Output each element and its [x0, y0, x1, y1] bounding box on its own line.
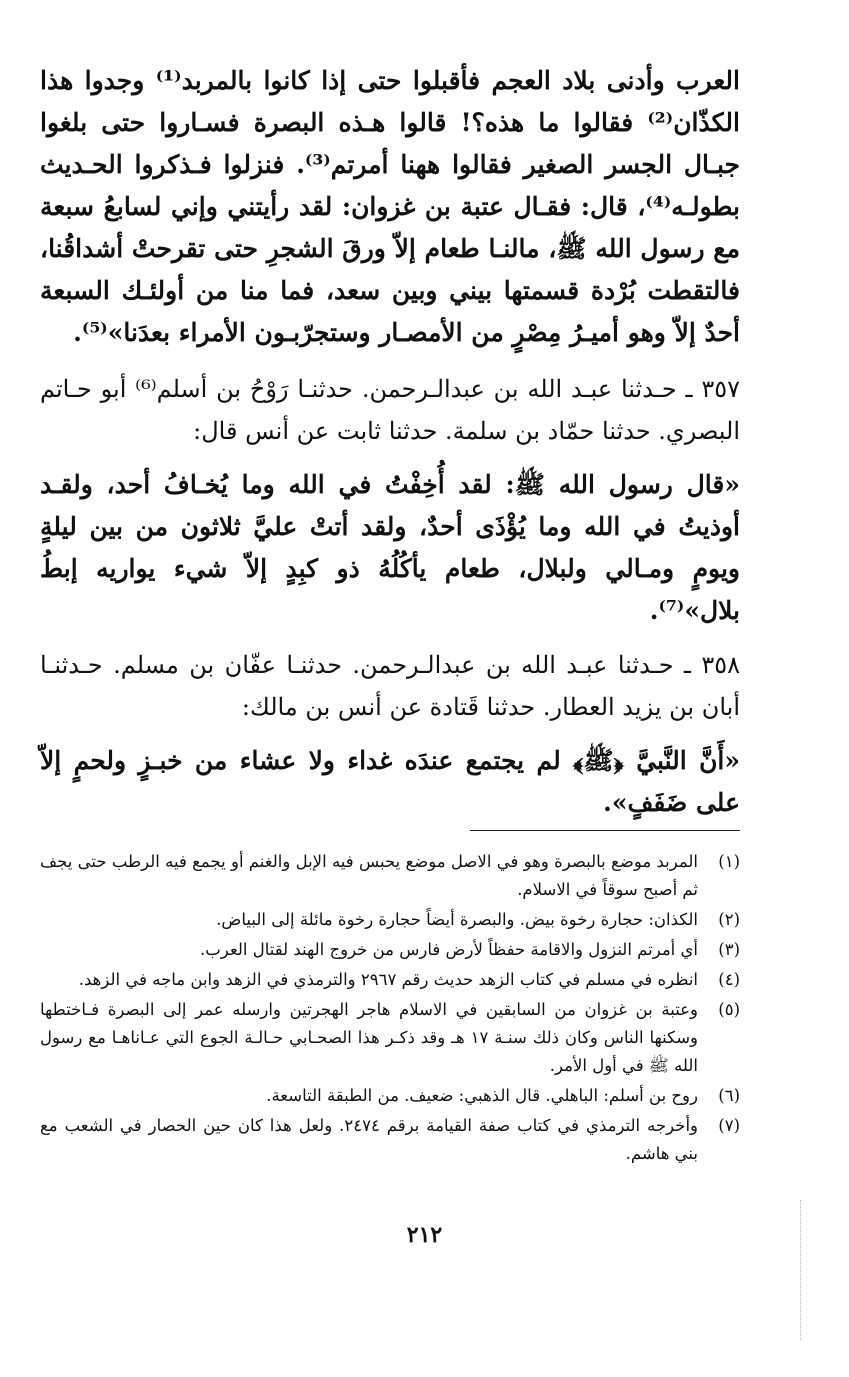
- footnote-number: (٧): [718, 1116, 740, 1135]
- main-text: [40, 60, 740, 836]
- footnote-text: أي أمرتم النزول والاقامة حفظاً لأرض فارس من خروج الهند لقتال العرب.: [200, 940, 698, 959]
- footnote-text: الكذان: حجارة رخوة بيض. والبصرة أيضاً حجارة رخوة مائلة إلى البياض.: [216, 910, 698, 929]
- hadith-357-isnad: ٣٥٧ ـ حـدثنا عبـد الله بن عبدالـرحمن. حدثنـا رَوْحُ بن أسلم⁽⁶⁾ أبو حـاتم البصري. حدثنا حمّاد بن سلمة. حدثنا ثابت عن أنس قال:: [40, 375, 740, 445]
- footnote-item: [40, 1112, 740, 1168]
- footnote-item: [40, 906, 740, 934]
- page-number: ٢١٢: [406, 1222, 443, 1248]
- footnote-text: وأخرجه الترمذي في كتاب صفة القيامة برقم ٢٤٧٤. ولعل هذا كان حين الحصار في الشعب مع بني هاشم.: [40, 1116, 698, 1163]
- footnote-text: المربد موضع بالبصرة وهو في الاصل موضع يحبس فيه الإبل والغنم أو يجمع فيه الرطب حتى يجف ثم أصبح سوقاً في الاسلام.: [40, 852, 698, 899]
- footnote-text: روح بن أسلم: الباهلي. قال الذهبي: ضعيف. من الطبقة التاسعة.: [266, 1086, 698, 1105]
- footnote-number: (٤): [718, 970, 740, 989]
- scan-margin-mark: [800, 1200, 803, 1340]
- footnote-text: انظره في مسلم في كتاب الزهد حديث رقم ٢٩٦٧ والترمذي في الزهد وابن ماجه في الزهد.: [78, 970, 698, 989]
- footnote-number: (٦): [718, 1086, 740, 1105]
- footnote-text: وعتبة بن غزوان من السابقين في الاسلام هاجر الهجرتين وارسله عمر إلى البصرة فـاختطها وسكنها الناس وكان ذلك سنـة ١٧ هـ وقد ذكـر هذا الصحـابي حـالـة الجوع التي عـاناهـا مع رسول الله ﷺ في أول الأمر.: [40, 1000, 699, 1075]
- footnote-number: (٣): [718, 940, 740, 959]
- hadith-358-isnad: ٣٥٨ ـ حـدثنا عبـد الله بن عبدالـرحمن. حدثنـا عفّان بن مسلم. حـدثنـا أبان بن يزيد العطار. حدثنا قَتادة عن أنس بن مالك:: [40, 651, 740, 721]
- footnote-item: [40, 966, 740, 994]
- footnote-number: (٥): [718, 1000, 740, 1019]
- hadith-358-matn: «أَنَّ النَّبيَّ ﴿ﷺ﴾ لم يجتمع عندَه غداء ولا عشاء من خبـزٍ ولحمٍ إلاّ على ضَفَفٍ».: [40, 746, 740, 817]
- hadith-357-matn: «قال رسول الله ﷺ: لقد أُخِفْتُ في الله وما يُخـافُ أحد، ولقـد أوذيتُ في الله وما يُؤْذَى أحدٌ، ولقد أتتْ عليَّ ثلاثون من بين ليلةٍ ويومٍ ومـالي ولبلال، طعام يأكُلُهُ ذو كبِدٍ إلاّ شيء يواريه إبطُ بلال»⁽⁷⁾.: [40, 470, 740, 625]
- paragraph-continuation: العرب وأدنى بلاد العجم فأقبلوا حتى إذا كانوا بالمربد⁽¹⁾ وجدوا هذا الكذّان⁽²⁾ فقالوا ما هذه؟! قالوا هـذه البصرة فسـاروا حتى بلغوا جبـال الجسر الصغير فقالوا ههنا أمرتم⁽³⁾. فنزلوا فـذكروا الحـديث بطولـه⁽⁴⁾، قال: فقـال عتبة بن غزوان: لقد رأيتني وإني لسابعُ سبعة مع رسول الله ﷺ، مالنـا طعام إلاّ ورقَ الشجرِ حتى تقرحتْ أشداقُنا، فالتقطت بُرْدة قسمتها بيني وبين سعد، فما منا من أولئـك السبعة أحدٌ إلاّ وهو أميـرُ مِصْرٍ من الأمصـار وستجرّبـون الأمراء بعدَنا»⁽⁵⁾.: [40, 66, 740, 347]
- footnote-number: (١): [718, 852, 740, 871]
- footnote-divider: [470, 830, 740, 831]
- footnote-item: [40, 848, 740, 904]
- footnote-item: [40, 936, 740, 964]
- footnote-number: (٢): [718, 910, 740, 929]
- footnotes: [40, 848, 740, 1170]
- footnote-item: [40, 1082, 740, 1110]
- footnote-item: [40, 996, 740, 1080]
